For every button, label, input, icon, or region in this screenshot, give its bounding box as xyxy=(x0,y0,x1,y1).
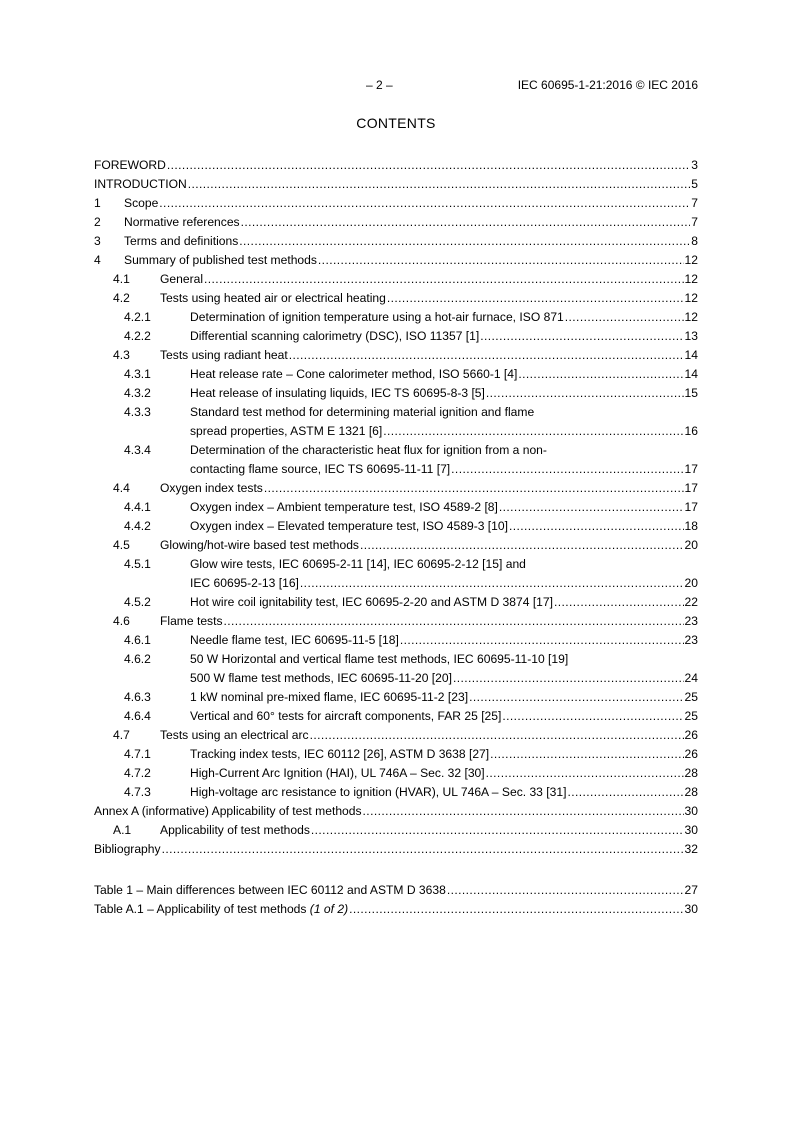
toc-page-number: 30 xyxy=(684,902,698,916)
toc-entry-title: Needle flame test, IEC 60695-11-5 [18] xyxy=(190,633,399,647)
list-of-tables-entry[interactable] xyxy=(94,881,698,900)
toc-page-number: 32 xyxy=(684,842,698,856)
toc-entry[interactable] xyxy=(94,593,698,612)
toc-entry-title: contacting flame source, IEC TS 60695-11-11 [7] xyxy=(190,462,451,476)
toc-entry[interactable] xyxy=(94,289,698,308)
toc-dot-leader xyxy=(239,232,690,251)
toc-page-number: 17 xyxy=(684,462,698,476)
toc-entry-title: Glow wire tests, IEC 60695-2-11 [14], IEC 60695-2-12 [15] and xyxy=(190,557,526,571)
toc-dot-leader xyxy=(318,251,684,270)
toc-dot-leader xyxy=(486,384,684,403)
toc-entry-number: 4.4 xyxy=(113,481,130,495)
toc-page-number: 3 xyxy=(691,158,698,172)
page-title: CONTENTS xyxy=(356,115,436,131)
toc-dot-leader xyxy=(349,900,683,919)
toc-entry-title: Determination of ignition temperature using a hot-air furnace, ISO 871 xyxy=(190,310,564,324)
toc-entry[interactable] xyxy=(94,194,698,213)
toc-dot-leader xyxy=(204,270,684,289)
toc-page-number: 22 xyxy=(684,595,698,609)
toc-entry[interactable] xyxy=(94,726,698,745)
toc-dot-leader xyxy=(490,745,683,764)
toc-entry[interactable] xyxy=(94,365,698,384)
toc-entry-title: FOREWORD xyxy=(94,158,166,172)
toc-entry-number: 4.4.2 xyxy=(124,519,151,533)
toc-dot-leader xyxy=(480,327,683,346)
toc-page-number: 12 xyxy=(684,253,698,267)
toc-entry-number: 4.2.2 xyxy=(124,329,151,343)
toc-dot-leader xyxy=(453,669,684,688)
toc-entry[interactable] xyxy=(94,384,698,403)
toc-entry[interactable] xyxy=(94,479,698,498)
document-reference: IEC 60695-1-21:2016 © IEC 2016 xyxy=(517,78,698,92)
toc-entry[interactable] xyxy=(94,612,698,631)
toc-entry[interactable] xyxy=(94,536,698,555)
toc-dot-leader xyxy=(167,156,690,175)
toc-entry[interactable] xyxy=(94,251,698,270)
toc-page-number: 23 xyxy=(684,614,698,628)
table-entry-title: Table A.1 – Applicability of test methods xyxy=(94,902,310,916)
toc-entry-title: Tests using radiant heat xyxy=(160,348,288,362)
toc-entry-number: 2 xyxy=(94,215,101,229)
toc-entry[interactable] xyxy=(94,403,698,441)
toc-entry[interactable] xyxy=(94,232,698,251)
toc-entry[interactable] xyxy=(94,821,698,840)
toc-entry-title: Heat release of insulating liquids, IEC TS 60695-8-3 [5] xyxy=(190,386,485,400)
toc-page-number: 20 xyxy=(684,576,698,590)
toc-page-number: 14 xyxy=(684,367,698,381)
toc-entry-title: Tests using heated air or electrical heating xyxy=(160,291,386,305)
toc-entry[interactable] xyxy=(94,840,698,859)
toc-dot-leader xyxy=(400,631,684,650)
toc-entry[interactable] xyxy=(94,327,698,346)
toc-entry-number: 4.7.1 xyxy=(124,747,151,761)
toc-entry-number: 4.5 xyxy=(113,538,130,552)
toc-entry-number: 4.7 xyxy=(113,728,130,742)
toc-entry-title: General xyxy=(160,272,204,286)
toc-dot-leader xyxy=(387,289,684,308)
table-entry-part: (1 of 2) xyxy=(309,902,349,916)
toc-entry-number: 4.5.2 xyxy=(124,595,151,609)
toc-page-number: 23 xyxy=(684,633,698,647)
toc-entry-number: 4.6.4 xyxy=(124,709,151,723)
toc-dot-leader xyxy=(447,881,684,900)
toc-page-number: 17 xyxy=(684,500,698,514)
toc-entry-number: 4.6.1 xyxy=(124,633,151,647)
toc-entry-number: 3 xyxy=(94,234,101,248)
toc-entry-number: 4.3 xyxy=(113,348,130,362)
toc-page-number: 13 xyxy=(684,329,698,343)
toc-entry-title: Annex A (informative) Applicability of test methods xyxy=(94,804,362,818)
toc-page-number: 12 xyxy=(684,310,698,324)
toc-entry-number: A.1 xyxy=(113,823,132,837)
toc-entry-title: 50 W Horizontal and vertical flame test methods, IEC 60695-11-10 [19] xyxy=(190,652,569,666)
toc-entry-title: Terms and definitions xyxy=(124,234,239,248)
toc-entry-number: 4.6.2 xyxy=(124,652,151,666)
toc-entry-number: 4.2 xyxy=(113,291,130,305)
toc-dot-leader xyxy=(518,365,683,384)
toc-entry-title: IEC 60695-2-13 [16] xyxy=(190,576,299,590)
toc-entry-number: 4.3.4 xyxy=(124,443,151,457)
toc-dot-leader xyxy=(486,764,684,783)
toc-page-number: 30 xyxy=(684,804,698,818)
toc-entry-number: 4.6 xyxy=(113,614,130,628)
toc-entry-title: Differential scanning calorimetry (DSC), ISO 11357 [1] xyxy=(190,329,480,343)
toc-entry[interactable] xyxy=(94,745,698,764)
toc-entry-title: Glowing/hot-wire based test methods xyxy=(160,538,359,552)
toc-entry-number: 4.7.2 xyxy=(124,766,151,780)
toc-entry-title: INTRODUCTION xyxy=(94,177,187,191)
toc-entry[interactable] xyxy=(94,555,698,593)
toc-dot-leader xyxy=(224,612,684,631)
toc-dot-leader xyxy=(311,821,684,840)
toc-entry-title: Applicability of test methods xyxy=(160,823,310,837)
toc-dot-leader xyxy=(310,726,684,745)
toc-entry-title: Tracking index tests, IEC 60112 [26], ASTM D 3638 [27] xyxy=(190,747,490,761)
toc-entry-title: High-voltage arc resistance to ignition (HVAR), UL 746A – Sec. 33 [31] xyxy=(190,785,567,799)
toc-dot-leader xyxy=(565,308,684,327)
toc-dot-leader xyxy=(509,517,684,536)
toc-dot-leader xyxy=(289,346,684,365)
toc-page-number: 25 xyxy=(684,690,698,704)
toc-page-number: 28 xyxy=(684,785,698,799)
toc-entry-title: Flame tests xyxy=(160,614,223,628)
toc-entry[interactable] xyxy=(94,688,698,707)
toc-entry[interactable] xyxy=(94,802,698,821)
toc-page-number: 14 xyxy=(684,348,698,362)
toc-entry-number: 4.4.1 xyxy=(124,500,151,514)
toc-page-number: 25 xyxy=(684,709,698,723)
toc-entry-title: Summary of published test methods xyxy=(124,253,317,267)
toc-entry-title: Bibliography xyxy=(94,842,161,856)
toc-dot-leader xyxy=(469,688,683,707)
toc-page-number: 20 xyxy=(684,538,698,552)
toc-entry-title: Normative references xyxy=(124,215,240,229)
toc-page-number: 30 xyxy=(684,823,698,837)
toc-entry-title: Oxygen index tests xyxy=(160,481,263,495)
toc-entry-number: 4.3.1 xyxy=(124,367,151,381)
toc-entry[interactable] xyxy=(94,498,698,517)
toc-entry-title: Scope xyxy=(124,196,159,210)
table-entry-title: Table 1 – Main differences between IEC 60112 and ASTM D 3638 xyxy=(94,883,446,897)
toc-page-number: 5 xyxy=(691,177,698,191)
toc-entry-title: 1 kW nominal pre-mixed flame, IEC 60695-11-2 [23] xyxy=(190,690,469,704)
toc-page-number: 8 xyxy=(691,234,698,248)
toc-dot-leader xyxy=(383,422,683,441)
toc-entry[interactable] xyxy=(94,631,698,650)
toc-entry[interactable] xyxy=(94,517,698,536)
toc-entry[interactable] xyxy=(94,346,698,365)
toc-page-number: 18 xyxy=(684,519,698,533)
toc-dot-leader xyxy=(451,460,683,479)
toc-dot-leader xyxy=(499,498,684,517)
toc-dot-leader xyxy=(502,707,683,726)
toc-entry[interactable] xyxy=(94,764,698,783)
toc-entry-number: 4.5.1 xyxy=(124,557,151,571)
toc-dot-leader xyxy=(264,479,684,498)
toc-dot-leader xyxy=(300,574,684,593)
table-of-contents xyxy=(94,156,698,919)
toc-entry-title: Determination of the characteristic heat flux for ignition from a non- xyxy=(190,443,547,457)
page-number: – 2 – xyxy=(366,78,393,92)
toc-entry-number: 4.6.3 xyxy=(124,690,151,704)
toc-entry-title: 500 W flame test methods, IEC 60695-11-20 [20] xyxy=(190,671,452,685)
toc-entry[interactable] xyxy=(94,650,698,688)
toc-entry-title: Oxygen index – Elevated temperature test, ISO 4589-3 [10] xyxy=(190,519,508,533)
toc-entry-number: 4.1 xyxy=(113,272,130,286)
toc-page-number: 28 xyxy=(684,766,698,780)
toc-dot-leader xyxy=(188,175,691,194)
toc-page-number: 27 xyxy=(684,883,698,897)
toc-entry[interactable] xyxy=(94,270,698,289)
toc-dot-leader xyxy=(360,536,684,555)
toc-entry-title: High-Current Arc Ignition (HAI), UL 746A – Sec. 32 [30] xyxy=(190,766,485,780)
toc-page-number: 26 xyxy=(684,728,698,742)
toc-entry-title: Oxygen index – Ambient temperature test, ISO 4589-2 [8] xyxy=(190,500,498,514)
toc-page-number: 26 xyxy=(684,747,698,761)
toc-page-number: 17 xyxy=(684,481,698,495)
toc-dot-leader xyxy=(241,213,691,232)
toc-dot-leader xyxy=(162,840,684,859)
toc-dot-leader xyxy=(554,593,684,612)
toc-entry[interactable] xyxy=(94,156,698,175)
toc-page-number: 12 xyxy=(684,272,698,286)
toc-entry-title: Hot wire coil ignitability test, IEC 60695-2-20 and ASTM D 3874 [17] xyxy=(190,595,553,609)
toc-entry-number: 4 xyxy=(94,253,101,267)
toc-entry-title: Vertical and 60° tests for aircraft components, FAR 25 [25] xyxy=(190,709,502,723)
toc-entry[interactable] xyxy=(94,783,698,802)
toc-entry[interactable] xyxy=(94,213,698,232)
toc-entry-title: Tests using an electrical arc xyxy=(160,728,309,742)
toc-entry[interactable] xyxy=(94,441,698,479)
toc-entry-number: 4.7.3 xyxy=(124,785,151,799)
toc-entry[interactable] xyxy=(94,707,698,726)
toc-entry-title: Standard test method for determining material ignition and flame xyxy=(190,405,535,419)
toc-entry-number: 4.3.3 xyxy=(124,405,151,419)
toc-dot-leader xyxy=(159,194,690,213)
toc-entry-number: 4.3.2 xyxy=(124,386,151,400)
toc-entry[interactable] xyxy=(94,175,698,194)
toc-page-number: 15 xyxy=(684,386,698,400)
toc-page-number: 7 xyxy=(691,196,698,210)
toc-entry-title: spread properties, ASTM E 1321 [6] xyxy=(190,424,383,438)
list-of-tables-entry[interactable] xyxy=(94,900,698,919)
toc-page-number: 16 xyxy=(684,424,698,438)
toc-page-number: 24 xyxy=(684,671,698,685)
toc-entry[interactable] xyxy=(94,308,698,327)
toc-dot-leader xyxy=(567,783,683,802)
section-gap xyxy=(94,859,698,881)
toc-entry-number: 1 xyxy=(94,196,101,210)
toc-page-number: 12 xyxy=(684,291,698,305)
toc-entry-number: 4.2.1 xyxy=(124,310,151,324)
toc-entry-title: Heat release rate – Cone calorimeter method, ISO 5660-1 [4] xyxy=(190,367,518,381)
page-header xyxy=(94,77,698,93)
toc-page-number: 7 xyxy=(691,215,698,229)
toc-dot-leader xyxy=(363,802,684,821)
